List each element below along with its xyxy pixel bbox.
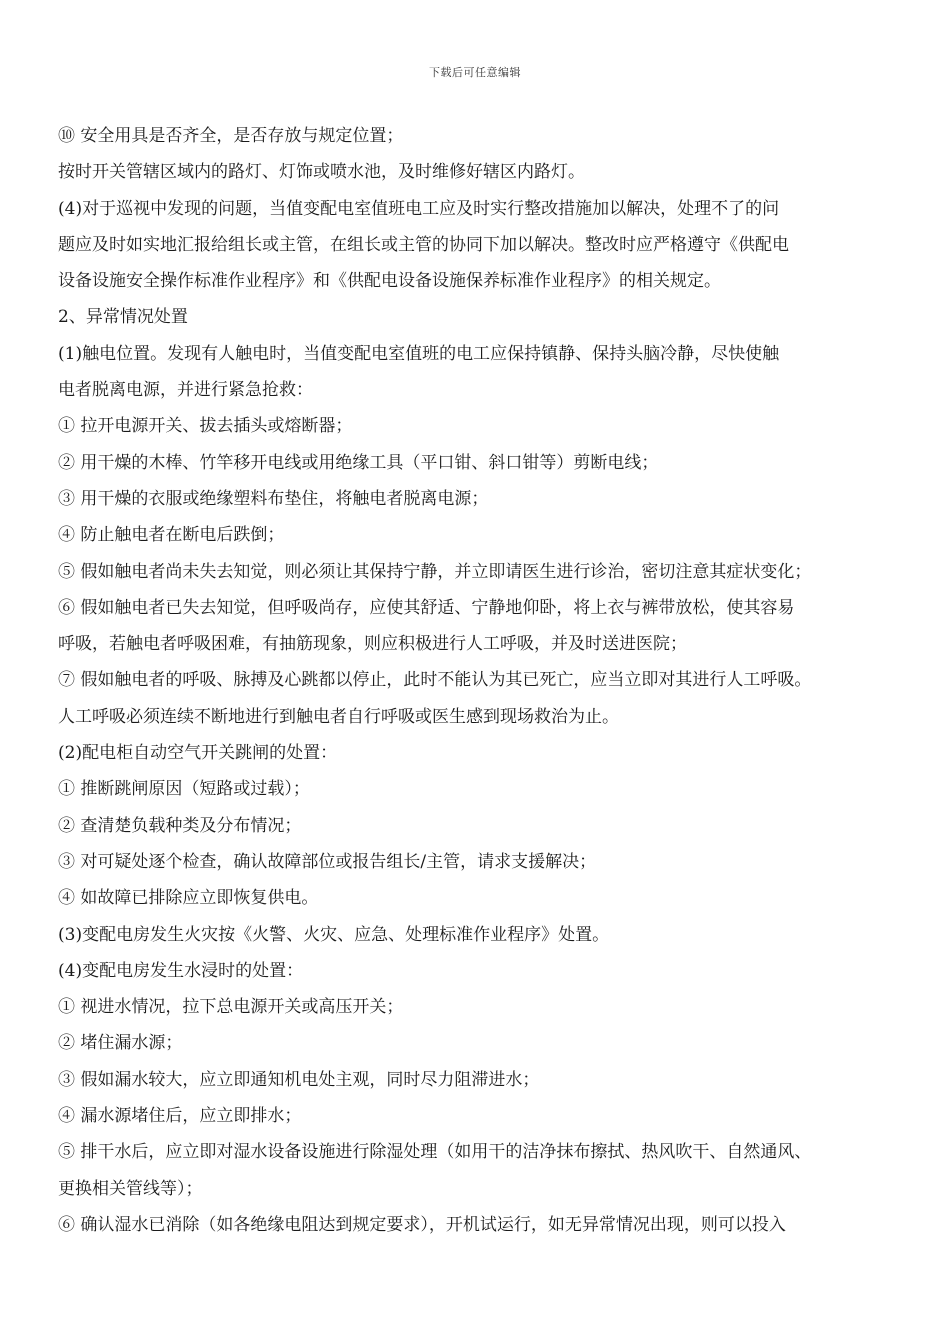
body-line: 设备设施安全操作标准作业程序》和《供配电设备设施保养标准作业程序》的相关规定。 xyxy=(58,271,721,292)
list-item: ④ 漏水源堵住后，应立即排水； xyxy=(58,1106,302,1127)
body-line: 人工呼吸必须连续不断地进行到触电者自行呼吸或医生感到现场救治为止。 xyxy=(58,706,619,727)
page-header: 下载后可任意编辑 xyxy=(429,66,521,79)
body-line: (4)对于巡视中发现的问题，当值变配电室值班电工应及时实行整改措施加以解决，处理不了的问 xyxy=(58,198,780,219)
list-item: ⑥ 假如触电者已失去知觉，但呼吸尚存，应使其舒适、宁静地仰卧，将上衣与裤带放松，使其容易 xyxy=(58,597,795,618)
section-heading: 2、异常情况处置 xyxy=(58,307,188,328)
list-item: ④ 防止触电者在断电后跌倒； xyxy=(58,525,285,546)
list-item: ① 视进水情况，拉下总电源开关或高压开关； xyxy=(58,997,404,1018)
list-item: ① 拉开电源开关、拔去插头或熔断器； xyxy=(58,416,353,437)
document-body xyxy=(58,118,898,1243)
list-item: ⑥ 确认湿水已消除（如各绝缘电阻达到规定要求），开机试运行，如无异常情况出现，则可以投入 xyxy=(58,1214,786,1235)
list-item: ③ 对可疑处逐个检查，确认故障部位或报告组长/主管，请求支援解决； xyxy=(58,851,597,872)
body-line: ⑩ 安全用具是否齐全，是否存放与规定位置； xyxy=(58,126,404,146)
list-item: ② 用干燥的木棒、竹竿移开电线或用绝缘工具（平口钳、斜口钳等）剪断电线； xyxy=(58,452,659,473)
list-item: ① 推断跳闸原因（短路或过载）； xyxy=(58,779,310,800)
subsection-heading: (2)配电柜自动空气开关跳闸的处置： xyxy=(58,743,338,764)
body-line: 按时开关管辖区域内的路灯、灯饰或喷水池，及时维修好辖区内路灯。 xyxy=(58,162,585,183)
list-item: ③ 用干燥的衣服或绝缘塑料布垫住，将触电者脱离电源； xyxy=(58,488,489,509)
body-line: 呼吸，若触电者呼吸困难，有抽筋现象，则应积极进行人工呼吸，并及时送进医院； xyxy=(58,634,687,655)
body-line: (1)触电位置。发现有人触电时，当值变配电室值班的电工应保持镇静、保持头脑冷静，尽快使触 xyxy=(58,343,780,364)
body-line: 题应及时如实地汇报给组长或主管，在组长或主管的协同下加以解决。整改时应严格遵守《供配电 xyxy=(58,234,789,255)
body-line: 更换相关管线等）； xyxy=(58,1178,203,1199)
list-item: ③ 假如漏水较大，应立即通知机电处主观，同时尽力阻滞进水； xyxy=(58,1069,540,1090)
list-item: ② 查清楚负载种类及分布情况； xyxy=(58,815,302,836)
subsection-heading: (4)变配电房发生水浸时的处置： xyxy=(58,960,304,981)
list-item: ④ 如故障已排除应立即恢复供电。 xyxy=(58,888,319,909)
list-item: ⑤ 假如触电者尚未失去知觉，则必须让其保持宁静，并立即请医生进行诊治，密切注意其症状变化； xyxy=(58,561,812,582)
list-item: ② 堵住漏水源； xyxy=(58,1033,183,1054)
list-item: ⑤ 排干水后，应立即对湿水设备设施进行除湿处理（如用干的洁净抹布擦拭、热风吹干、自然通风、 xyxy=(58,1142,812,1163)
body-line: 电者脱离电源，并进行紧急抢救： xyxy=(58,380,313,401)
list-item: ⑦ 假如触电者的呼吸、脉搏及心跳都以停止，此时不能认为其已死亡，应当立即对其进行人工呼吸。 xyxy=(58,670,812,691)
subsection-heading: (3)变配电房发生火灾按《火警、火灾、应急、处理标准作业程序》处置。 xyxy=(58,924,610,945)
